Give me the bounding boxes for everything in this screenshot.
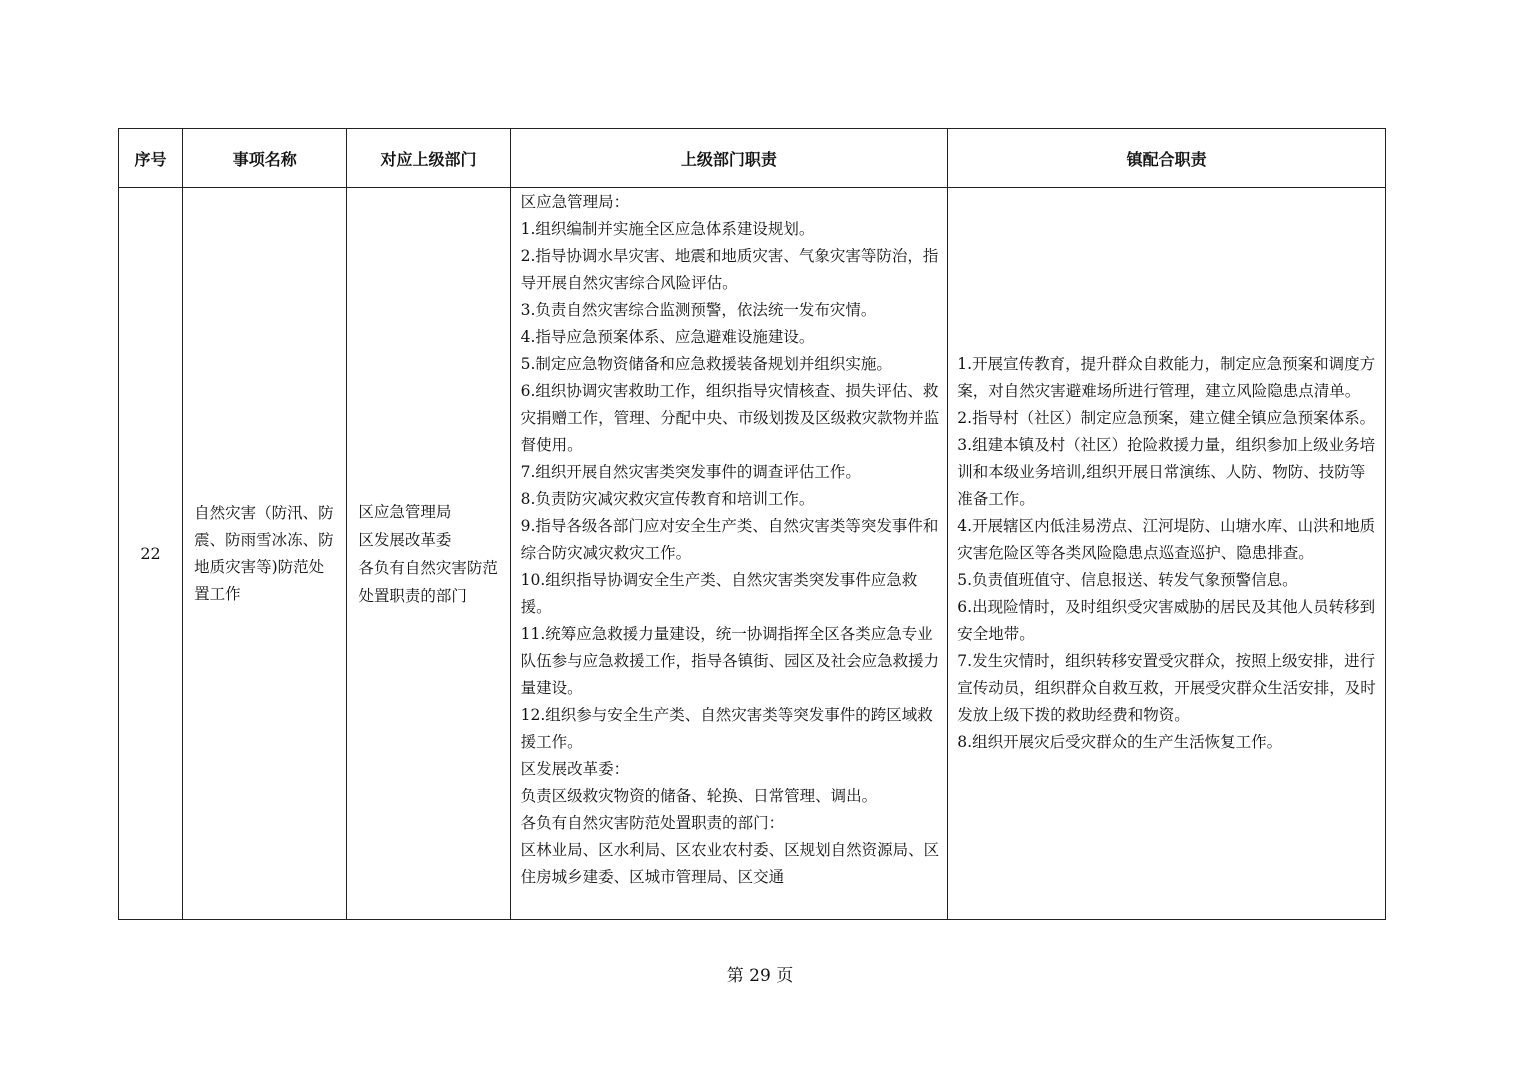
upper-duty-line: 区林业局、区水利局、区农业农村委、区规划自然资源局、区住房城乡建委、区城市管理局、区交通 bbox=[520, 841, 940, 886]
town-duties-cell bbox=[948, 188, 1386, 920]
upper-duty-line: 区发展改革委： bbox=[520, 760, 630, 778]
upper-duty-line: 8.负责防灾减灾救灾宣传教育和培训工作。 bbox=[520, 490, 815, 508]
item-name-text: 自然灾害（防汛、防震、防雨雪冰冻、防地质灾害等)防范处置工作 bbox=[194, 503, 334, 603]
upper-duty-line: 1.组织编制并实施全区应急体系建设规划。 bbox=[520, 220, 815, 238]
item-name-cell bbox=[183, 188, 347, 920]
town-duty-line: 5.负责值班值守、信息报送、转发气象预警信息。 bbox=[957, 571, 1298, 589]
header-upper-department: 对应上级部门 bbox=[347, 129, 510, 188]
town-duty-line: 4.开展辖区内低洼易涝点、江河堤防、山塘水库、山洪和地质灾害危险区等各类风险隐患点巡查巡护、隐患排查。 bbox=[957, 517, 1376, 562]
town-duty-line: 1.开展宣传教育，提升群众自救能力，制定应急预案和调度方案，对自然灾害避难场所进行管理，建立风险隐患点清单。 bbox=[957, 355, 1376, 400]
town-duties-list bbox=[948, 351, 1385, 756]
table-row bbox=[119, 188, 1386, 920]
table-header-row bbox=[119, 129, 1386, 188]
upper-duty-line: 各负有自然灾害防范处置职责的部门： bbox=[520, 814, 785, 832]
town-duty-line: 8.组织开展灾后受灾群众的生产生活恢复工作。 bbox=[957, 733, 1283, 751]
upper-duty-line: 7.组织开展自然灾害类突发事件的调查评估工作。 bbox=[520, 463, 861, 481]
upper-duty-line: 负责区级救灾物资的储备、轮换、日常管理、调出。 bbox=[520, 787, 878, 805]
header-town-duties: 镇配合职责 bbox=[948, 129, 1386, 188]
upper-duty-line: 12.组织参与安全生产类、自然灾害类等突发事件的跨区域救援工作。 bbox=[520, 706, 933, 751]
department-item: 各负有自然灾害防范处置职责的部门 bbox=[358, 558, 498, 605]
upper-duty-line: 9.指导各级各部门应对安全生产类、自然灾害类等突发事件和综合防灾减灾救灾工作。 bbox=[520, 517, 939, 562]
town-duty-line: 3.组建本镇及村（社区）抢险救援力量，组织参加上级业务培训和本级业务培训,组织开展日常演练、人防、物防、技防等准备工作。 bbox=[957, 436, 1376, 508]
town-duty-line: 6.出现险情时，及时组织受灾害威胁的居民及其他人员转移到安全地带。 bbox=[957, 598, 1376, 643]
upper-duty-line: 2.指导协调水旱灾害、地震和地质灾害、气象灾害等防治，指导开展自然灾害综合风险评估。 bbox=[520, 247, 939, 292]
upper-duty-line: 4.指导应急预案体系、应急避难设施建设。 bbox=[520, 328, 815, 346]
department-list bbox=[347, 498, 509, 610]
town-duty-line: 7.发生灾情时，组织转移安置受灾群众，按照上级安排，进行宣传动员，组织群众自救互救，开展受灾群众生活安排，及时发放上级下拨的救助经费和物资。 bbox=[957, 652, 1376, 724]
page-number: 第 29 页 bbox=[726, 966, 794, 986]
upper-duty-line: 5.制定应急物资储备和应急救援装备规划并组织实施。 bbox=[520, 355, 892, 373]
department-item: 区发展改革委 bbox=[358, 530, 452, 549]
upper-duty-line: 10.组织指导协调安全生产类、自然灾害类突发事件应急救援。 bbox=[520, 571, 918, 616]
header-item-name: 事项名称 bbox=[183, 129, 347, 188]
upper-duty-line: 11.统筹应急救援力量建设，统一协调指挥全区各类应急专业队伍参与应急救援工作，指导各镇街、园区及社会应急救援力量建设。 bbox=[520, 625, 940, 697]
upper-duty-line: 6.组织协调灾害救助工作，组织指导灾情核查、损失评估、救灾捐赠工作，管理、分配中央、市级划拨及区级救灾款物并监督使用。 bbox=[520, 382, 940, 454]
department-item: 区应急管理局 bbox=[358, 502, 452, 521]
seq-cell: 22 bbox=[119, 188, 183, 920]
upper-duty-line: 3.负责自然灾害综合监测预警，依法统一发布灾情。 bbox=[520, 301, 877, 319]
upper-duty-line: 区应急管理局： bbox=[520, 193, 630, 211]
header-upper-duties: 上级部门职责 bbox=[510, 129, 948, 188]
header-seq: 序号 bbox=[119, 129, 183, 188]
upper-duties-list bbox=[511, 188, 948, 918]
department-cell bbox=[347, 188, 510, 920]
upper-duties-cell bbox=[510, 188, 948, 920]
duty-table bbox=[118, 128, 1386, 920]
town-duty-line: 2.指导村（社区）制定应急预案，建立健全镇应急预案体系。 bbox=[957, 409, 1376, 427]
